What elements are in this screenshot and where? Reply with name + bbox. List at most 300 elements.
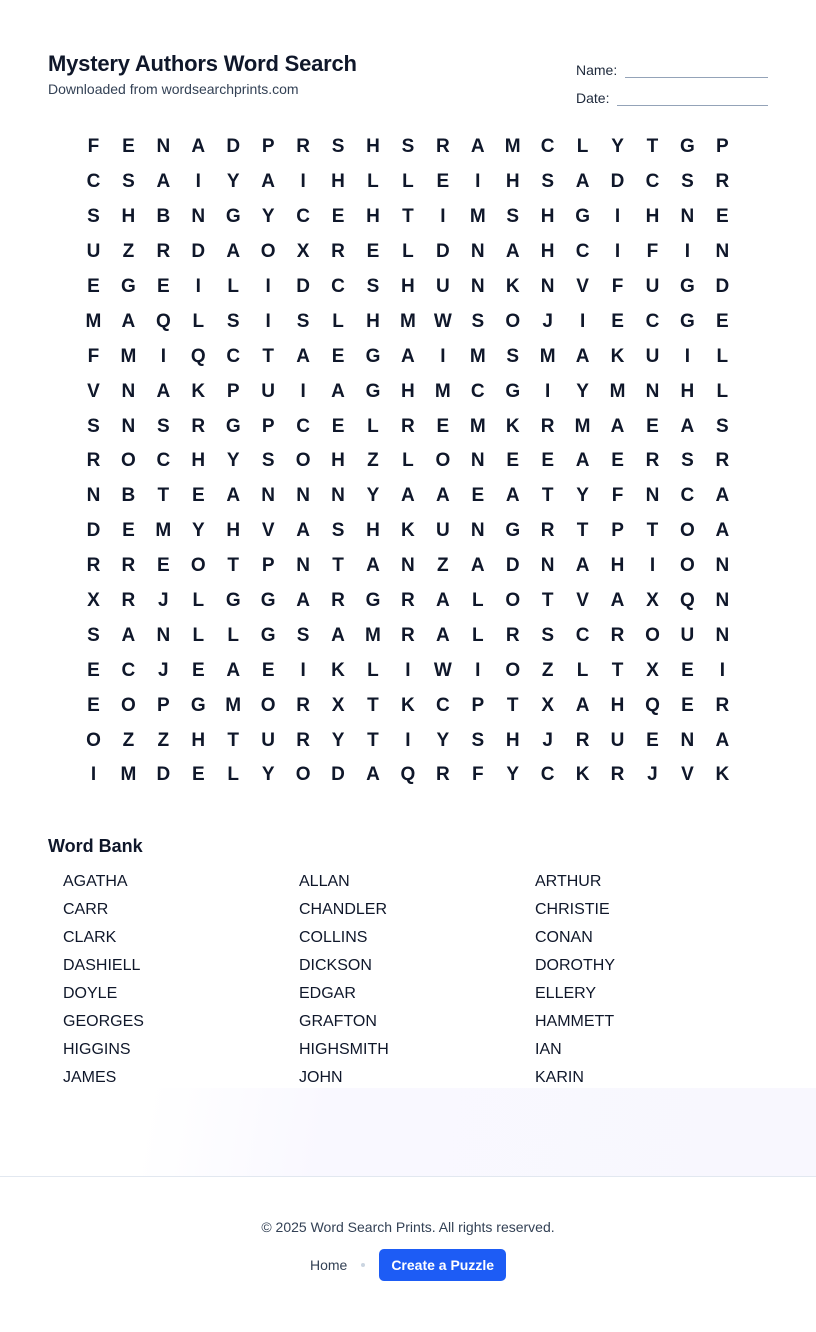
grid-letter: M bbox=[120, 764, 137, 786]
grid-letter: G bbox=[680, 276, 695, 297]
grid-letter: R bbox=[715, 450, 730, 472]
grid-letter: L bbox=[367, 415, 379, 437]
grid-letter: C bbox=[470, 380, 485, 402]
grid-letter: C bbox=[156, 450, 171, 472]
grid-letter: W bbox=[433, 310, 452, 332]
word-bank bbox=[48, 834, 768, 1092]
grid-letter: T bbox=[541, 590, 554, 612]
grid-letter: R bbox=[401, 624, 415, 646]
grid-letter: A bbox=[680, 415, 695, 437]
grid-letter: A bbox=[505, 485, 520, 507]
grid-letter: A bbox=[575, 345, 590, 367]
grid-letter: G bbox=[225, 590, 241, 612]
grid-letter: G bbox=[365, 380, 381, 402]
create-puzzle-button[interactable]: Create a Puzzle bbox=[379, 1249, 506, 1281]
grid-letter: E bbox=[646, 415, 659, 437]
grid-letter: T bbox=[541, 485, 554, 507]
letter-grid bbox=[76, 130, 740, 793]
grid-letter: C bbox=[645, 171, 660, 193]
grid-letter: E bbox=[716, 206, 729, 228]
grid-letter: S bbox=[87, 415, 100, 437]
grid-letter: V bbox=[576, 590, 589, 612]
grid-letter: L bbox=[192, 624, 205, 646]
grid-letter: A bbox=[366, 764, 380, 786]
grid-letter: X bbox=[541, 694, 554, 716]
grid-letter: A bbox=[435, 624, 450, 646]
grid-letter: I bbox=[614, 206, 621, 228]
date-label: Date: bbox=[576, 90, 610, 106]
word-bank-item: DICKSON bbox=[299, 957, 372, 974]
grid-letter: I bbox=[300, 659, 306, 681]
grid-letter: Z bbox=[157, 729, 170, 751]
grid-letter: N bbox=[191, 206, 206, 228]
grid-letter: T bbox=[576, 520, 589, 542]
grid-letter: I bbox=[719, 659, 725, 681]
grid-letter: A bbox=[261, 171, 276, 193]
grid-letter: O bbox=[680, 555, 695, 577]
grid-letter: Z bbox=[122, 241, 135, 263]
grid-letter: S bbox=[296, 310, 310, 332]
grid-letter: M bbox=[574, 415, 591, 437]
grid-row bbox=[76, 339, 740, 374]
grid-letter: M bbox=[469, 345, 486, 367]
grid-letter: S bbox=[331, 520, 345, 542]
grid-letter: L bbox=[576, 136, 589, 158]
grid-letter: Y bbox=[261, 206, 275, 228]
grid-letter: H bbox=[680, 380, 695, 402]
grid-letter: G bbox=[365, 590, 381, 612]
separator-dot bbox=[361, 1263, 365, 1267]
grid-letter: O bbox=[505, 659, 521, 681]
grid-letter: K bbox=[715, 764, 730, 786]
grid-letter: N bbox=[296, 555, 310, 577]
grid-letter: Y bbox=[331, 729, 345, 751]
grid-letter: W bbox=[433, 659, 452, 681]
grid-letter: L bbox=[367, 171, 379, 193]
grid-row bbox=[76, 549, 740, 584]
grid-letter: P bbox=[157, 694, 170, 716]
grid-row bbox=[76, 688, 740, 723]
grid-letter: E bbox=[331, 345, 345, 367]
grid-letter: E bbox=[611, 450, 624, 472]
grid-letter: F bbox=[611, 485, 624, 507]
grid-letter: H bbox=[540, 241, 555, 263]
word-bank-item: ALLAN bbox=[299, 873, 350, 890]
grid-letter: H bbox=[366, 136, 380, 158]
grid-letter: E bbox=[191, 764, 205, 786]
grid-letter: R bbox=[401, 415, 415, 437]
grid-letter: Q bbox=[155, 310, 171, 332]
grid-letter: A bbox=[226, 485, 241, 507]
grid-letter: D bbox=[226, 136, 241, 158]
grid-letter: P bbox=[716, 136, 729, 158]
grid-row bbox=[76, 723, 740, 758]
grid-letter: A bbox=[575, 555, 590, 577]
grid-letter: A bbox=[191, 136, 206, 158]
grid-letter: E bbox=[157, 555, 170, 577]
grid-letter: T bbox=[646, 136, 659, 158]
grid-letter: A bbox=[156, 171, 171, 193]
grid-letter: T bbox=[611, 659, 624, 681]
grid-letter: Y bbox=[226, 171, 240, 193]
grid-letter: F bbox=[471, 764, 484, 786]
grid-letter: A bbox=[331, 380, 345, 402]
grid-row bbox=[76, 514, 740, 549]
grid-row bbox=[76, 409, 740, 444]
grid-letter: Q bbox=[190, 345, 206, 367]
grid-letter: R bbox=[505, 624, 520, 646]
grid-letter: A bbox=[610, 415, 625, 437]
page-subtitle: Downloaded from wordsearchprints.com bbox=[48, 81, 299, 97]
word-bank-item: HIGGINS bbox=[63, 1041, 131, 1058]
grid-letter: N bbox=[715, 624, 730, 646]
grid-letter: H bbox=[121, 206, 136, 228]
grid-letter: I bbox=[440, 345, 446, 367]
grid-letter: N bbox=[331, 485, 345, 507]
grid-letter: Z bbox=[367, 450, 379, 472]
grid-letter: L bbox=[402, 171, 414, 193]
name-line bbox=[625, 66, 768, 78]
grid-letter: T bbox=[262, 345, 274, 367]
grid-letter: E bbox=[87, 659, 100, 681]
grid-letter: I bbox=[579, 310, 586, 332]
grid-letter: R bbox=[191, 415, 206, 437]
date-line bbox=[617, 94, 768, 106]
grid-letter: L bbox=[227, 276, 240, 297]
grid-letter: J bbox=[158, 659, 169, 681]
grid-letter: R bbox=[435, 136, 450, 158]
grid-letter: A bbox=[331, 624, 345, 646]
grid-letter: H bbox=[540, 206, 555, 228]
grid-letter: E bbox=[191, 659, 205, 681]
grid-letter: L bbox=[471, 624, 484, 646]
grid-letter: T bbox=[157, 485, 170, 507]
grid-letter: O bbox=[645, 624, 660, 646]
grid-letter: H bbox=[191, 729, 206, 751]
grid-letter: H bbox=[366, 520, 380, 542]
grid-letter: Y bbox=[611, 136, 624, 158]
grid-letter: N bbox=[715, 555, 730, 577]
grid-letter: M bbox=[469, 206, 486, 228]
grid-letter: K bbox=[505, 276, 520, 297]
word-bank-item: GEORGES bbox=[63, 1013, 144, 1030]
grid-letter: G bbox=[225, 415, 241, 437]
grid-letter: U bbox=[261, 380, 276, 402]
grid-letter: R bbox=[610, 764, 625, 786]
grid-letter: H bbox=[331, 450, 345, 472]
grid-letter: X bbox=[296, 241, 310, 263]
grid-letter: L bbox=[402, 241, 414, 263]
word-bank-item: AGATHA bbox=[63, 873, 128, 890]
grid-letter: S bbox=[471, 729, 485, 751]
grid-row bbox=[76, 758, 740, 793]
grid-letter: M bbox=[539, 345, 556, 367]
grid-letter: B bbox=[121, 485, 136, 507]
grid-letter: A bbox=[715, 485, 730, 507]
grid-letter: E bbox=[122, 520, 135, 542]
grid-letter: E bbox=[716, 310, 729, 332]
grid-letter: Y bbox=[576, 380, 589, 402]
grid-letter: H bbox=[191, 450, 206, 472]
grid-letter: S bbox=[366, 276, 380, 297]
grid-letter: C bbox=[540, 136, 555, 158]
word-bank-item: ARTHUR bbox=[535, 873, 602, 890]
grid-letter: A bbox=[366, 555, 380, 577]
grid-letter: R bbox=[296, 729, 310, 751]
word-bank-item: CONAN bbox=[535, 929, 593, 946]
grid-letter: A bbox=[296, 520, 310, 542]
grid-letter: K bbox=[610, 345, 625, 367]
grid-letter: X bbox=[331, 694, 345, 716]
grid-letter: T bbox=[646, 520, 659, 542]
grid-letter: N bbox=[121, 380, 136, 402]
grid-letter: D bbox=[435, 241, 450, 263]
grid-letter: N bbox=[715, 590, 730, 612]
grid-letter: N bbox=[261, 485, 276, 507]
grid-letter: U bbox=[86, 241, 101, 263]
grid-letter: O bbox=[435, 450, 451, 472]
grid-letter: I bbox=[195, 276, 201, 297]
grid-letter: C bbox=[680, 485, 695, 507]
grid-letter: R bbox=[296, 694, 310, 716]
word-bank-item: GRAFTON bbox=[299, 1013, 377, 1030]
grid-letter: I bbox=[475, 659, 481, 681]
grid-letter: P bbox=[611, 520, 624, 542]
grid-letter: O bbox=[86, 729, 101, 751]
grid-row bbox=[76, 444, 740, 479]
grid-letter: Y bbox=[506, 764, 520, 786]
footer bbox=[0, 1176, 816, 1332]
grid-letter: M bbox=[399, 310, 416, 332]
grid-row bbox=[76, 479, 740, 514]
grid-letter: E bbox=[681, 694, 694, 716]
grid-letter: S bbox=[506, 206, 520, 228]
grid-letter: R bbox=[540, 520, 555, 542]
grid-letter: Q bbox=[645, 694, 660, 716]
name-label: Name: bbox=[576, 62, 618, 78]
grid-row bbox=[76, 270, 740, 305]
grid-letter: D bbox=[156, 764, 171, 786]
grid-letter: N bbox=[296, 485, 310, 507]
grid-letter: I bbox=[300, 380, 306, 402]
home-link[interactable]: Home bbox=[309, 1257, 348, 1273]
grid-letter: P bbox=[261, 415, 275, 437]
grid-letter: M bbox=[225, 694, 242, 716]
grid-letter: O bbox=[295, 450, 311, 472]
grid-letter: R bbox=[401, 590, 415, 612]
grid-letter: R bbox=[540, 415, 555, 437]
grid-letter: R bbox=[575, 729, 590, 751]
grid-letter: I bbox=[405, 659, 411, 681]
grid-letter: N bbox=[401, 555, 415, 577]
grid-letter: N bbox=[470, 241, 485, 263]
grid-letter: M bbox=[120, 345, 137, 367]
grid-letter: N bbox=[156, 136, 171, 158]
grid-letter: O bbox=[121, 450, 136, 472]
grid-letter: N bbox=[680, 206, 695, 228]
grid-letter: T bbox=[367, 729, 379, 751]
grid-letter: H bbox=[645, 206, 660, 228]
grid-letter: N bbox=[680, 729, 695, 751]
grid-letter: O bbox=[190, 555, 206, 577]
grid-letter: R bbox=[715, 694, 730, 716]
grid-letter: I bbox=[649, 555, 656, 577]
grid-letter: I bbox=[545, 380, 551, 402]
grid-letter: S bbox=[296, 624, 310, 646]
grid-letter: N bbox=[645, 485, 660, 507]
grid-letter: L bbox=[227, 764, 240, 786]
grid-letter: L bbox=[192, 590, 205, 612]
grid-letter: A bbox=[226, 241, 241, 263]
grid-letter: C bbox=[296, 206, 310, 228]
grid-letter: Y bbox=[436, 729, 450, 751]
grid-letter: C bbox=[296, 415, 310, 437]
word-bank-item: CHANDLER bbox=[299, 901, 388, 918]
grid-letter: R bbox=[296, 136, 310, 158]
grid-letter: I bbox=[684, 345, 691, 367]
word-bank-item: HAMMETT bbox=[535, 1013, 615, 1030]
grid-letter: C bbox=[645, 310, 660, 332]
grid-row bbox=[76, 165, 740, 200]
grid-letter: D bbox=[191, 241, 206, 263]
grid-letter: G bbox=[121, 276, 136, 297]
grid-letter: E bbox=[436, 171, 450, 193]
grid-letter: G bbox=[505, 520, 521, 542]
grid-letter: A bbox=[610, 590, 625, 612]
grid-letter: N bbox=[470, 520, 485, 542]
grid-letter: U bbox=[645, 345, 660, 367]
grid-letter: L bbox=[716, 345, 729, 367]
grid-letter: S bbox=[87, 206, 100, 228]
grid-letter: N bbox=[156, 624, 171, 646]
grid-letter: A bbox=[401, 485, 415, 507]
grid-letter: E bbox=[506, 450, 520, 472]
grid-letter: P bbox=[226, 380, 240, 402]
grid-letter: S bbox=[157, 415, 170, 437]
copyright-text: © 2025 Word Search Prints. All rights reserved. bbox=[261, 1219, 555, 1235]
grid-letter: K bbox=[505, 415, 520, 437]
grid-letter: H bbox=[226, 520, 241, 542]
grid-letter: O bbox=[505, 590, 521, 612]
grid-letter: C bbox=[121, 659, 136, 681]
word-bank-item: DASHIELL bbox=[63, 957, 141, 974]
grid-letter: S bbox=[541, 171, 554, 193]
grid-letter: H bbox=[401, 276, 415, 297]
grid-letter: K bbox=[401, 694, 415, 716]
grid-letter: L bbox=[402, 450, 414, 472]
grid-letter: C bbox=[540, 764, 555, 786]
grid-row bbox=[76, 653, 740, 688]
grid-letter: E bbox=[261, 659, 275, 681]
grid-letter: M bbox=[609, 380, 626, 402]
grid-letter: L bbox=[471, 590, 484, 612]
grid-letter: G bbox=[680, 310, 695, 332]
grid-letter: M bbox=[434, 380, 451, 402]
grid-letter: H bbox=[366, 206, 380, 228]
grid-letter: L bbox=[716, 380, 729, 402]
word-bank-item: JOHN bbox=[299, 1069, 343, 1086]
grid-letter: A bbox=[156, 380, 171, 402]
grid-letter: E bbox=[646, 729, 659, 751]
grid-letter: A bbox=[470, 555, 485, 577]
grid-letter: I bbox=[614, 241, 621, 263]
grid-letter: S bbox=[87, 624, 100, 646]
grid-letter: E bbox=[436, 415, 450, 437]
grid-letter: O bbox=[505, 310, 521, 332]
grid-letter: R bbox=[156, 241, 171, 263]
grid-letter: U bbox=[261, 729, 276, 751]
grid-letter: R bbox=[121, 555, 136, 577]
grid-letter: E bbox=[122, 136, 135, 158]
grid-letter: A bbox=[296, 345, 310, 367]
grid-letter: E bbox=[611, 310, 624, 332]
grid-letter: M bbox=[469, 415, 486, 437]
grid-letter: R bbox=[645, 450, 660, 472]
grid-letter: A bbox=[435, 590, 450, 612]
grid-letter: G bbox=[225, 206, 241, 228]
grid-letter: I bbox=[160, 345, 166, 367]
grid-letter: A bbox=[121, 624, 136, 646]
grid-letter: H bbox=[610, 555, 625, 577]
word-bank-item: CARR bbox=[63, 901, 109, 918]
grid-letter: O bbox=[121, 694, 136, 716]
grid-letter: P bbox=[471, 694, 485, 716]
grid-letter: R bbox=[86, 555, 101, 577]
grid-letter: I bbox=[90, 764, 97, 786]
grid-letter: C bbox=[86, 171, 101, 193]
grid-letter: K bbox=[401, 520, 415, 542]
word-bank-list bbox=[48, 868, 768, 1092]
grid-letter: H bbox=[505, 171, 520, 193]
grid-letter: O bbox=[680, 520, 695, 542]
grid-letter: U bbox=[680, 624, 695, 646]
grid-letter: C bbox=[331, 276, 345, 297]
grid-letter: V bbox=[576, 276, 589, 297]
grid-letter: P bbox=[261, 136, 275, 158]
grid-letter: C bbox=[575, 241, 590, 263]
word-bank-item: HIGHSMITH bbox=[299, 1041, 389, 1058]
grid-letter: U bbox=[645, 276, 660, 297]
grid-letter: T bbox=[332, 555, 344, 577]
grid-letter: J bbox=[647, 764, 658, 786]
grid-letter: N bbox=[470, 450, 485, 472]
grid-letter: D bbox=[331, 764, 345, 786]
grid-letter: D bbox=[715, 276, 730, 297]
grid-letter: X bbox=[646, 659, 659, 681]
grid-letter: F bbox=[611, 276, 624, 297]
grid-row bbox=[76, 584, 740, 619]
grid-letter: Y bbox=[366, 485, 380, 507]
grid-letter: R bbox=[331, 241, 345, 263]
grid-letter: E bbox=[157, 276, 170, 297]
word-bank-item: ELLERY bbox=[535, 985, 597, 1002]
grid-letter: I bbox=[195, 171, 201, 193]
grid-letter: U bbox=[610, 729, 625, 751]
grid-letter: A bbox=[226, 659, 241, 681]
grid-letter: K bbox=[191, 380, 206, 402]
grid-letter: P bbox=[261, 555, 275, 577]
grid-row bbox=[76, 200, 740, 235]
grid-letter: H bbox=[331, 171, 345, 193]
grid-letter: I bbox=[300, 171, 306, 193]
grid-letter: S bbox=[681, 450, 694, 472]
grid-letter: R bbox=[121, 590, 136, 612]
grid-letter: F bbox=[87, 345, 100, 367]
grid-letter: A bbox=[470, 136, 485, 158]
grid-letter: S bbox=[681, 171, 694, 193]
grid-letter: H bbox=[401, 380, 415, 402]
grid-letter: L bbox=[576, 659, 589, 681]
